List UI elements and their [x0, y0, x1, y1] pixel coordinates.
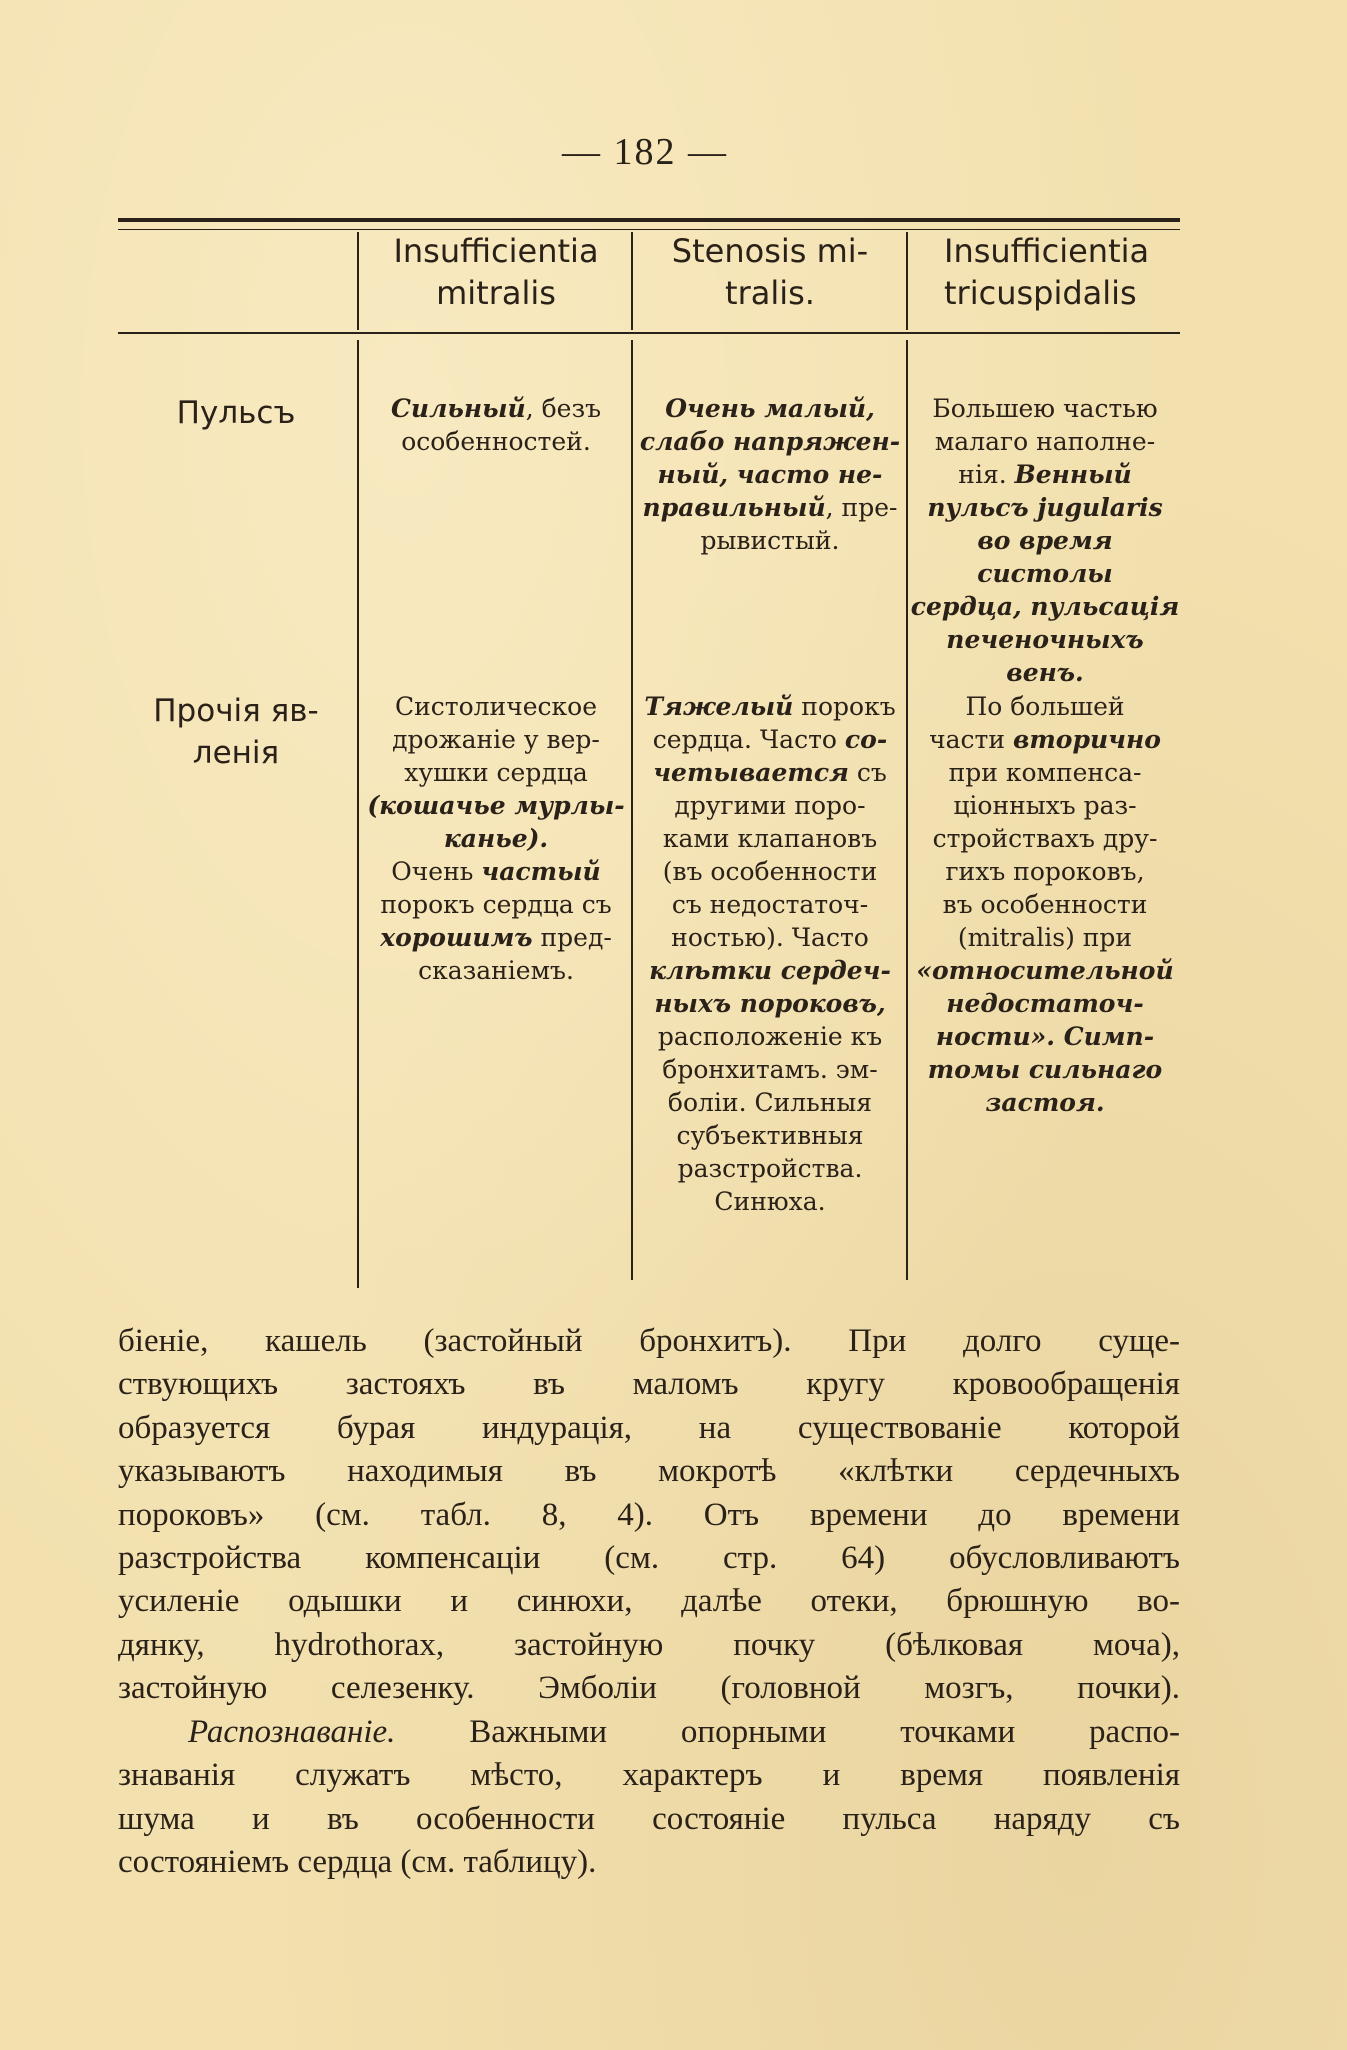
- header-insufficientia-tricuspidalis: [910, 230, 1180, 314]
- cell-line: гихъ пороковъ,: [945, 857, 1145, 886]
- page-number: — 182 —: [562, 131, 728, 173]
- cell-line: ціонныхъ раз-: [953, 791, 1137, 820]
- cell-term: со-: [844, 725, 888, 754]
- header-line: tricuspidalis: [944, 274, 1137, 312]
- cell-line: во время систолы: [977, 526, 1113, 588]
- cell-line: канье).: [443, 824, 549, 853]
- cell-line: стройствахъ дру-: [932, 824, 1158, 853]
- cell-line: при компенса-: [948, 758, 1142, 787]
- cell-line: нія. Венный: [958, 460, 1132, 489]
- text-line: ствующихъ застояхъ въ маломъ кругу кровообращенія: [118, 1366, 1180, 1403]
- cell-line: слабо напряжен-: [639, 427, 901, 456]
- cell-line: порокъ сердца съ: [380, 890, 612, 919]
- cell-line: По большей: [965, 692, 1125, 721]
- cell-line: части вторично: [929, 725, 1161, 754]
- cell-line: пульсъ jugularis: [927, 493, 1163, 522]
- cell-line: хушки сердца: [404, 758, 588, 787]
- cell-line: (въ особенности: [662, 857, 878, 886]
- cell-line: (mitralis) при: [957, 923, 1133, 952]
- cell-term: частый: [481, 857, 601, 886]
- header-line: Insufficientia: [393, 232, 599, 270]
- cell-line: бронхитамъ. эм-: [662, 1055, 878, 1084]
- cell-line: (кошачье мурлы-: [367, 791, 625, 820]
- table-top-rule: [118, 218, 1180, 222]
- header-insufficientia-mitralis: [362, 230, 630, 314]
- text-line: [118, 1711, 1180, 1754]
- cell-other-mitral-stenosis: [636, 690, 904, 1218]
- text-line: дянку, hydrothorax, застойную почку (бѣлковая моча),: [118, 1626, 1180, 1663]
- body-paragraph-diagnosis: [118, 1711, 1180, 1885]
- cell-line: клѣтки сердеч-: [649, 956, 891, 985]
- cell-line: Систолическое: [394, 692, 597, 721]
- header-line: Insufficientia: [944, 232, 1150, 270]
- text-line: образуется бурая индурація, на существованіе которой: [118, 1409, 1180, 1446]
- cell-other-tricuspid-insufficiency: [910, 690, 1180, 1119]
- cell-line: Тяжелый порокъ: [644, 692, 896, 721]
- text-line: пороковъ» (см. табл. 8, 4). Отъ времени до времени: [118, 1496, 1180, 1533]
- cell-line: «относительной: [916, 956, 1174, 985]
- diagnosis-rest: Важными опорными точками распо-: [395, 1714, 1180, 1750]
- cell-term: четывается: [653, 758, 849, 787]
- text-line: разстройства компенсаціи (см. стр. 64) обусловливаютъ: [118, 1540, 1180, 1577]
- cell-line: томы сильнаго: [927, 1055, 1163, 1084]
- header-stenosis-mitralis: [636, 230, 904, 314]
- column-divider-3-body: [906, 340, 908, 1280]
- cell-line: сказаніемъ.: [418, 956, 574, 985]
- cell-term: хорошимъ: [380, 923, 533, 952]
- cell-line: ностью). Часто: [671, 923, 869, 952]
- text-line: усиленіе одышки и синюхи, далѣе отеки, брюшную во-: [118, 1583, 1180, 1620]
- cell-line: печеночныхъ венъ.: [946, 625, 1144, 687]
- cell-line: Сильный, безъ: [391, 394, 601, 423]
- cell-pulse-mitral-insufficiency: [362, 392, 630, 458]
- cell-line: въ особенности: [942, 890, 1148, 919]
- text-line: шума и въ особенности состояніе пульса наряду съ: [118, 1800, 1180, 1837]
- cell-line: сердца. Часто со-: [652, 725, 888, 754]
- cell-line: Большею частью: [932, 394, 1158, 423]
- body-paragraph-1: [118, 1320, 1180, 1711]
- cell-pulse-tricuspid-insufficiency: [910, 392, 1180, 689]
- cell-line: хорошимъ пред-: [380, 923, 612, 952]
- cell-term: Тяжелый: [644, 692, 794, 721]
- cell-line: недостаточ-: [946, 989, 1144, 1018]
- cell-term: Сильный: [391, 394, 526, 423]
- column-divider-1-body: [357, 340, 359, 1288]
- cell-line: ности». Симп-: [935, 1022, 1155, 1051]
- cell-term: вторично: [1012, 725, 1161, 754]
- row-label-other-phenomena: [118, 690, 354, 774]
- cell-line: рывистый.: [700, 526, 840, 555]
- cell-other-mitral-insufficiency: [362, 690, 630, 987]
- header-line: mitralis: [436, 274, 556, 312]
- cell-line: съ недостаточ-: [671, 890, 869, 919]
- cell-line: Очень частый: [391, 857, 601, 886]
- cell-line: Синюха.: [714, 1187, 826, 1216]
- cell-line: четывается съ: [653, 758, 887, 787]
- cell-line: субъективныя: [676, 1121, 864, 1150]
- cell-line: особенностей.: [401, 427, 591, 456]
- diagnosis-term: Распознаваніе.: [188, 1714, 396, 1750]
- cell-line: застоя.: [985, 1088, 1105, 1117]
- row-label-pulse: Пульсъ: [176, 395, 296, 431]
- text-line: состояніемъ сердца (см. таблицу).: [118, 1844, 597, 1881]
- cell-term: Венный: [1014, 460, 1132, 489]
- table-header-rule: [118, 332, 1180, 334]
- text-line: біеніе, кашель (застойный бронхитъ). При долго суще-: [118, 1323, 1180, 1359]
- row-label-line: Прочія яв-: [153, 693, 319, 729]
- column-divider-3: [906, 232, 908, 330]
- cell-line: разстройства.: [677, 1154, 863, 1183]
- cell-line: расположеніе къ: [657, 1022, 883, 1051]
- row-label-line: ленія: [192, 735, 280, 771]
- column-divider-2-body: [631, 340, 633, 1280]
- cell-line: ный, часто не-: [657, 460, 883, 489]
- cell-line: другими поро-: [674, 791, 866, 820]
- column-divider-2: [631, 232, 633, 330]
- header-line: Stenosis mi-: [671, 232, 869, 270]
- cell-line: ками клапановъ: [662, 824, 878, 853]
- cell-line: дрожаніе у вер-: [392, 725, 600, 754]
- cell-line: правильный, пре-: [642, 493, 898, 522]
- cell-pulse-mitral-stenosis: [636, 392, 904, 557]
- text-line: указываютъ находимыя въ мокротѣ «клѣтки сердечныхъ: [118, 1453, 1180, 1490]
- cell-line: сердца, пульсація: [910, 592, 1180, 621]
- header-line: tralis.: [725, 274, 815, 312]
- column-divider-1: [357, 232, 359, 330]
- cell-line: ныхъ пороковъ,: [654, 989, 886, 1018]
- cell-line: малаго наполне-: [934, 427, 1156, 456]
- text-line: застойную селезенку. Эмболіи (головной мозгъ, почки).: [118, 1670, 1180, 1707]
- cell-line: Очень малый,: [665, 394, 875, 423]
- text-line: знаванія служатъ мѣсто, характеръ и время появленія: [118, 1757, 1180, 1794]
- cell-term: правильный: [642, 493, 826, 522]
- cell-line: боліи. Сильныя: [667, 1088, 873, 1117]
